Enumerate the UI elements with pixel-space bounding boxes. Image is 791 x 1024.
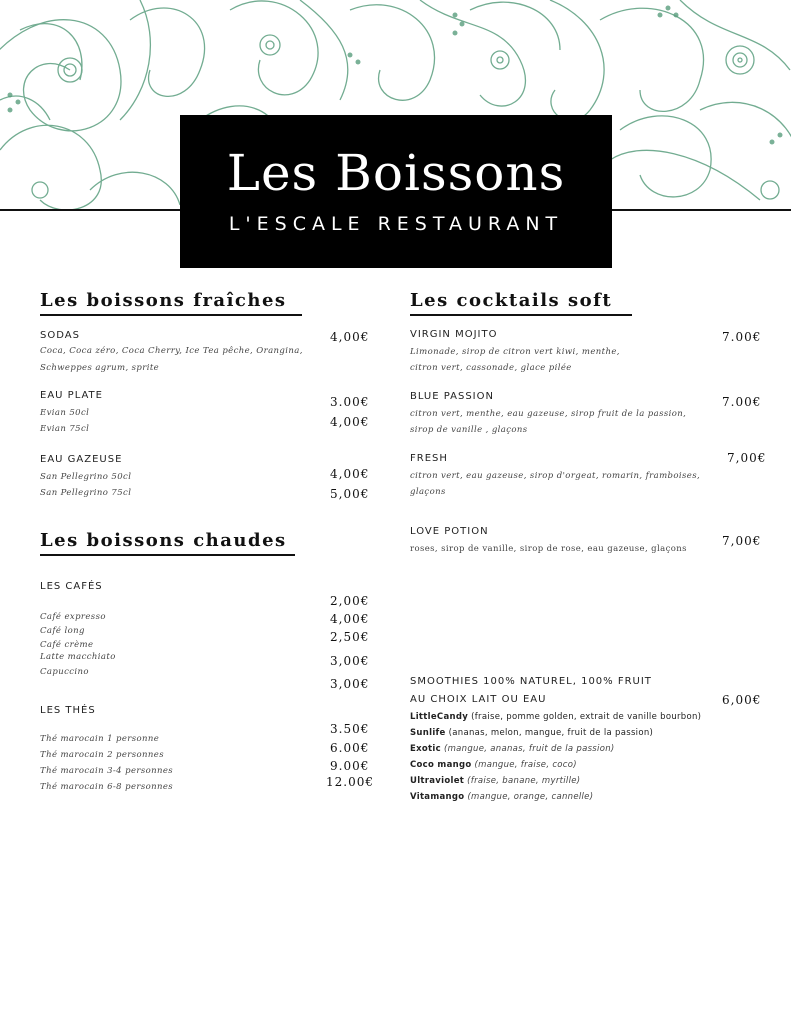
smoothie-desc: (fraise, pomme golden, extrait de vanille bourbon) [471,712,702,722]
eau-plate-item-1: Evian 50cl [40,408,90,418]
eau-gazeuse-price-1: 4,00€ [330,467,370,481]
smoothie-desc: (mangue, ananas, fruit de la passion) [443,744,615,754]
title-box [180,115,612,268]
cafe-item: Café crème [40,640,94,650]
cocktail-desc: Limonade, sirop de citron vert kiwi, menthe, [410,347,620,357]
cafe-price: 3,00€ [330,654,370,668]
smoothie-item [410,789,593,805]
cocktail-desc: glaçons [410,487,446,497]
eau-gazeuse-item-2: San Pellegrino 75cl [40,488,132,498]
smoothie-item [410,773,580,789]
smoothies-sublabel: AU CHOIX LAIT OU EAU [410,694,547,705]
smoothie-name: Vitamango [410,792,465,802]
the-price: 6.00€ [330,741,370,755]
cocktail-label: LOVE POTION [410,526,489,537]
restaurant-name: L'ESCALE RESTAURANT [228,213,564,235]
section-heading-chaudes: Les boissons chaudes [40,530,295,556]
the-item: Thé marocain 1 personne [40,734,160,744]
smoothies-price: 6,00€ [722,693,762,707]
the-price: 9.00€ [330,759,370,773]
cocktail-label: BLUE PASSION [410,391,494,402]
page-title: Les Boissons [226,144,566,202]
cafe-price: 2,00€ [330,594,370,608]
smoothie-name: Exotic [410,744,441,754]
smoothies-label: SMOOTHIES 100% NATUREL, 100% FRUIT [410,676,652,687]
cafe-item: Café expresso [40,612,106,622]
cafe-item: Capuccino [40,667,89,677]
cocktail-desc: sirop de vanille , glaçons [410,425,528,435]
cocktail-price: 7,00€ [722,534,762,548]
cocktail-label: FRESH [410,453,448,464]
the-item: Thé marocain 6-8 personnes [40,782,174,792]
smoothie-name: Ultraviolet [410,776,465,786]
the-item: Thé marocain 3-4 personnes [40,766,174,776]
sodas-label: SODAS [40,330,80,341]
cafe-item: Latte macchiato [40,652,116,662]
cafe-price: 3,00€ [330,677,370,691]
eau-gazeuse-label: EAU GAZEUSE [40,454,123,465]
thes-label: LES THÉS [40,705,96,716]
smoothie-name: LittleCandy [410,712,469,722]
eau-plate-label: EAU PLATE [40,390,103,401]
smoothie-name: Coco mango [410,760,472,770]
cocktail-price: 7.00€ [722,395,762,409]
cocktail-label: VIRGIN MOJITO [410,329,498,340]
smoothie-item [410,757,577,773]
cocktail-desc: citron vert, cassonade, glace pilée [410,363,572,373]
eau-plate-item-2: Evian 75cl [40,424,90,434]
cocktail-desc: citron vert, menthe, eau gazeuse, sirop fruit de la passion, [410,409,687,419]
cocktail-price: 7,00€ [727,451,767,465]
sodas-desc-2: Schweppes agrum, sprite [40,363,160,373]
eau-gazeuse-item-1: San Pellegrino 50cl [40,472,132,482]
the-item: Thé marocain 2 personnes [40,750,164,760]
the-price: 3.50€ [330,722,370,736]
smoothie-item [410,709,701,725]
cafe-price: 4,00€ [330,612,370,626]
smoothie-desc: (mangue, orange, cannelle) [467,792,594,802]
cafe-price: 2,50€ [330,630,370,644]
eau-plate-price-2: 4,00€ [330,415,370,429]
cocktail-desc: roses, sirop de vanille, sirop de rose, eau gazeuse, glaçons [410,544,687,554]
section-heading-fraiches: Les boissons fraîches [40,290,302,316]
smoothie-desc: (fraise, banane, myrtille) [467,776,581,786]
eau-gazeuse-price-2: 5,00€ [330,487,370,501]
sodas-price: 4,00€ [330,330,370,344]
smoothie-item [410,741,615,757]
smoothie-name: Sunlife [410,728,446,738]
eau-plate-price-1: 3.00€ [330,395,370,409]
smoothie-desc: (ananas, melon, mangue, fruit de la passion) [448,728,654,738]
smoothie-desc: (mangue, fraise, coco) [474,760,577,770]
cafe-item: Café long [40,626,85,636]
cocktail-price: 7.00€ [722,330,762,344]
sodas-desc-1: Coca, Coca zéro, Coca Cherry, Ice Tea pêche, Orangina, [40,346,303,356]
section-heading-cocktails: Les cocktails soft [410,290,632,316]
smoothie-item [410,725,653,741]
the-price: 12.00€ [326,775,374,789]
cafes-label: LES CAFÉS [40,581,103,592]
cocktail-desc: citron vert, eau gazeuse, sirop d'orgeat, romarin, framboises, [410,471,701,481]
